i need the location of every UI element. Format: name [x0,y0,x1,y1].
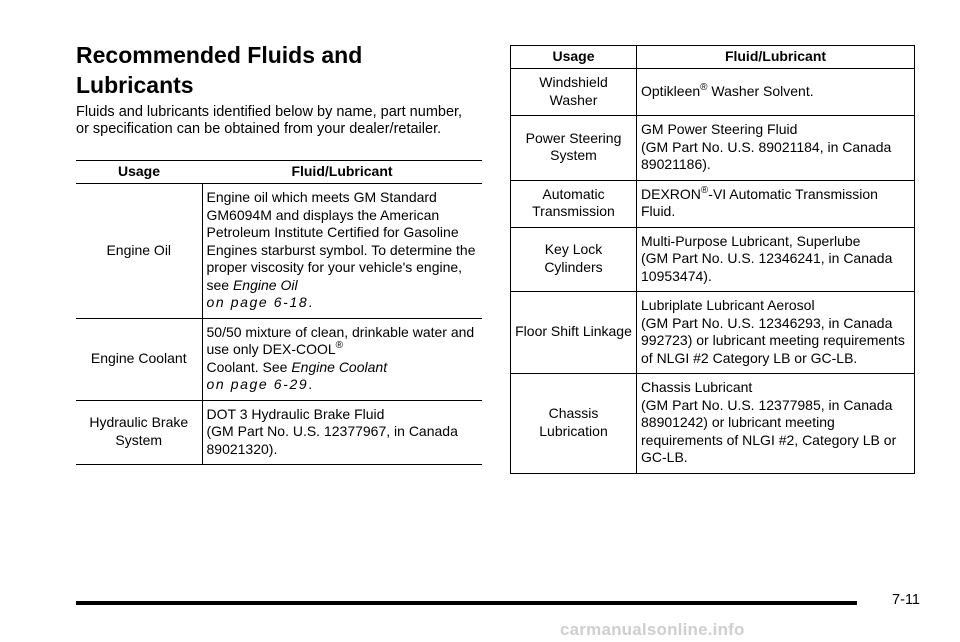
fluid-line: (GM Part No. U.S. 89021184, in Canada 89021186). [641,138,892,172]
table-row [511,227,915,292]
sentence-end: . [308,294,313,310]
registered-mark: ® [700,81,708,93]
fluid-header: Fluid/Lubricant [637,46,915,69]
fluid-line: (GM Part No. U.S. 12346241, in Canada 10953474). [641,250,893,284]
usage-header: Usage [76,161,202,184]
fluid-cell [202,400,482,465]
fluid-line: Chassis Lubricant [641,379,753,395]
fluid-cell [637,180,915,227]
table-row [76,318,482,400]
cross-reference-page[interactable]: on page 6-29 [206,376,309,392]
fluid-header: Fluid/Lubricant [202,161,482,184]
cross-reference-link[interactable]: Engine Oil [232,276,298,293]
table-row [511,374,915,474]
cross-reference-page[interactable]: on page 6-18 [206,294,309,310]
cross-reference-link[interactable]: Engine Coolant [291,358,388,375]
fluid-text: Optikleen [641,82,701,99]
fluid-line: DOT 3 Hydraulic Brake Fluid [206,405,385,422]
fluid-cell [637,69,915,116]
intro-paragraph: Fluids and lubricants identified below by name, part number, or specification can be obtained from your dealer/retailer. [76,104,463,137]
table-row [511,180,915,227]
usage-cell: Power Steering System [511,116,637,181]
fluid-line: (GM Part No. U.S. 12377967, in Canada 89021320). [206,423,458,457]
fluid-line: GM Power Steering Fluid [641,121,798,137]
table-row [76,400,482,465]
usage-cell: Engine Coolant [76,318,202,400]
registered-mark: ® [700,184,709,196]
fluid-cell [202,184,482,319]
fluid-cell [202,318,482,400]
fluid-text: DEXRON [641,185,701,202]
fluid-cell [637,227,915,292]
fluid-text: Coolant. See [206,358,288,375]
registered-mark: ® [335,340,344,351]
fluid-line: Multi-Purpose Lubricant, Superlube [641,232,861,249]
fluid-text: -VI Automatic Transmission Fluid. [641,185,878,219]
fluid-line: (GM Part No. U.S. 12346293, in Canada 992723) or lubricant meeting requirements of NLGI #2 Category LB or GC-LB. [641,314,905,366]
usage-cell: Windshield Washer [511,69,637,116]
fluid-cell [637,116,915,181]
usage-cell: Automatic Transmission [511,180,637,227]
usage-cell: Chassis Lubrication [511,374,637,474]
table-header-row [76,161,482,184]
page-title: Recommended Fluids and Lubricants [76,42,363,98]
usage-cell: Key Lock Cylinders [511,227,637,292]
page-number: 7-11 [892,592,920,608]
usage-cell: Hydraulic Brake System [76,400,202,465]
fluid-text: Engine oil which meets GM Standard GM6094M and displays the American Petroleum Institute Certified for Gasoline Engines starburst symbol. To determine the proper viscosity for your vehicle's engine, see [206,189,476,293]
fluid-cell [637,292,915,374]
sentence-end: . [308,376,313,392]
usage-cell: Engine Oil [76,184,202,319]
fluid-line: (GM Part No. U.S. 12377985, in Canada 88901242) or lubricant meeting requirements of NLGI #2, Category LB or GC-LB. [641,396,897,465]
table-row [76,184,482,319]
fluids-table-left [76,160,482,465]
footer-rule [76,601,857,605]
fluid-text: 50/50 mixture of clean, drinkable water and use only DEX-COOL [206,323,475,357]
fluid-line: Lubriplate Lubricant Aerosol [641,297,815,313]
table-row [511,292,915,374]
table-row [511,116,915,181]
table-row [511,69,915,116]
fluid-text: Washer Solvent. [707,82,814,99]
table-header-row [511,46,915,69]
watermark: carmanualsonline.info [560,620,745,639]
fluid-cell [637,374,915,474]
fluids-table-right [510,45,915,474]
usage-header: Usage [511,46,637,69]
usage-cell: Floor Shift Linkage [511,292,637,374]
